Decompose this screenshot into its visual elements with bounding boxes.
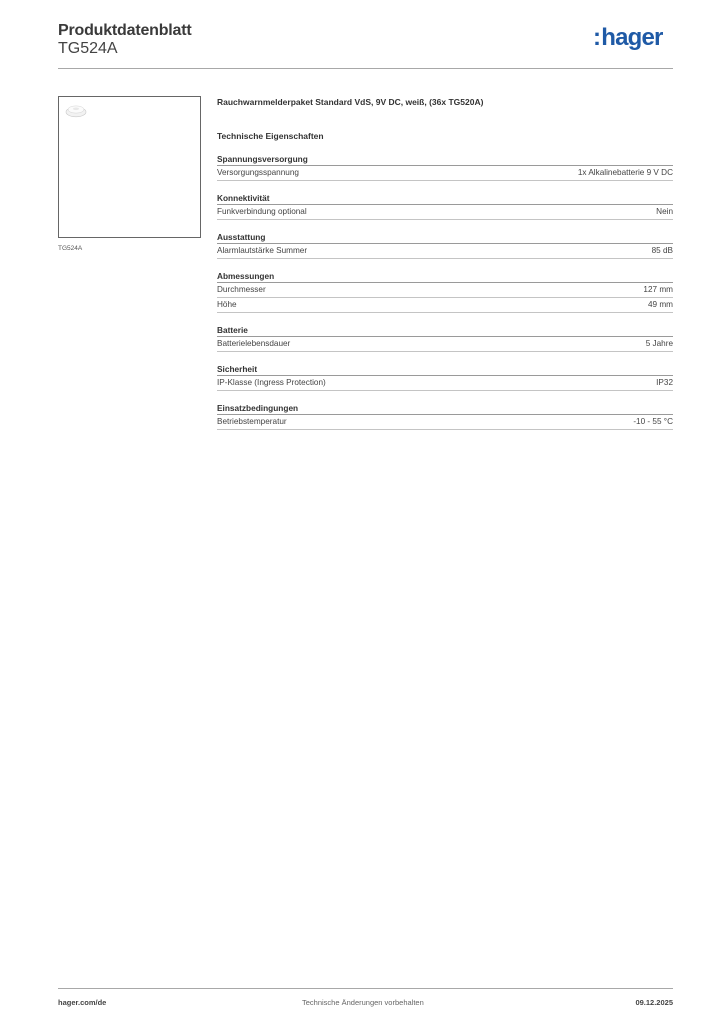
spec-label: Alarmlautstärke Summer: [217, 246, 308, 255]
spec-row: [217, 166, 673, 181]
spec-group-spannungsversorgung: [217, 154, 673, 181]
spec-value: Nein: [656, 207, 673, 216]
footer-notice: Technische Änderungen vorbehalten: [302, 998, 424, 1007]
spec-group-ausstattung: [217, 232, 673, 259]
spec-label: Batterielebensdauer: [217, 339, 291, 348]
spec-value: 5 Jahre: [645, 339, 673, 348]
header-divider: [58, 68, 673, 69]
spec-label: IP-Klasse (Ingress Protection): [217, 378, 326, 387]
spec-label: Durchmesser: [217, 285, 266, 294]
spec-row: [217, 298, 673, 313]
spec-group-sicherheit: [217, 364, 673, 391]
spec-heading: Technische Eigenschaften: [217, 131, 324, 141]
image-caption: TG524A: [58, 245, 83, 252]
spec-row: [217, 205, 673, 220]
spec-value: 49 mm: [647, 300, 673, 309]
spec-label: Funkverbindung optional: [217, 207, 307, 216]
spec-group-title: Konnektivität: [217, 193, 673, 205]
spec-group-title: Sicherheit: [217, 364, 673, 376]
spec-value: 127 mm: [643, 285, 673, 294]
spec-row: [217, 283, 673, 298]
spec-row: [217, 244, 673, 259]
spec-value: -10 - 55 °C: [633, 417, 673, 426]
logo-text: hager: [601, 24, 663, 51]
hager-logo: [593, 26, 663, 50]
spec-group-konnektivitaet: [217, 193, 673, 220]
spec-group-abmessungen: [217, 271, 673, 313]
spec-row: [217, 337, 673, 352]
spec-group-title: Ausstattung: [217, 232, 673, 244]
spec-group-title: Abmessungen: [217, 271, 673, 283]
spec-value: 85 dB: [651, 246, 673, 255]
spec-value: IP32: [656, 378, 673, 387]
product-code: TG524A: [58, 40, 118, 57]
spec-row: [217, 376, 673, 391]
smoke-detector-icon: [65, 103, 87, 118]
spec-group-batterie: [217, 325, 673, 352]
product-name: Rauchwarnmelderpaket Standard VdS, 9V DC, weiß, (36x TG520A): [217, 97, 484, 107]
spec-value: 1x Alkalinebatterie 9 V DC: [577, 168, 673, 177]
logo-dots: :: [593, 24, 601, 51]
footer-divider: [58, 988, 673, 989]
spec-group-einsatzbedingungen: [217, 403, 673, 430]
footer-date: 09.12.2025: [635, 998, 673, 1007]
page-title: Produktdatenblatt: [58, 22, 192, 39]
spec-group-title: Spannungsversorgung: [217, 154, 673, 166]
spec-section: [217, 96, 673, 430]
spec-group-title: Einsatzbedingungen: [217, 403, 673, 415]
product-image: [58, 96, 201, 238]
spec-group-title: Batterie: [217, 325, 673, 337]
spec-label: Höhe: [217, 300, 237, 309]
spec-label: Betriebstemperatur: [217, 417, 287, 426]
footer-website: hager.com/de: [58, 998, 107, 1007]
spec-row: [217, 415, 673, 430]
spec-label: Versorgungsspannung: [217, 168, 299, 177]
